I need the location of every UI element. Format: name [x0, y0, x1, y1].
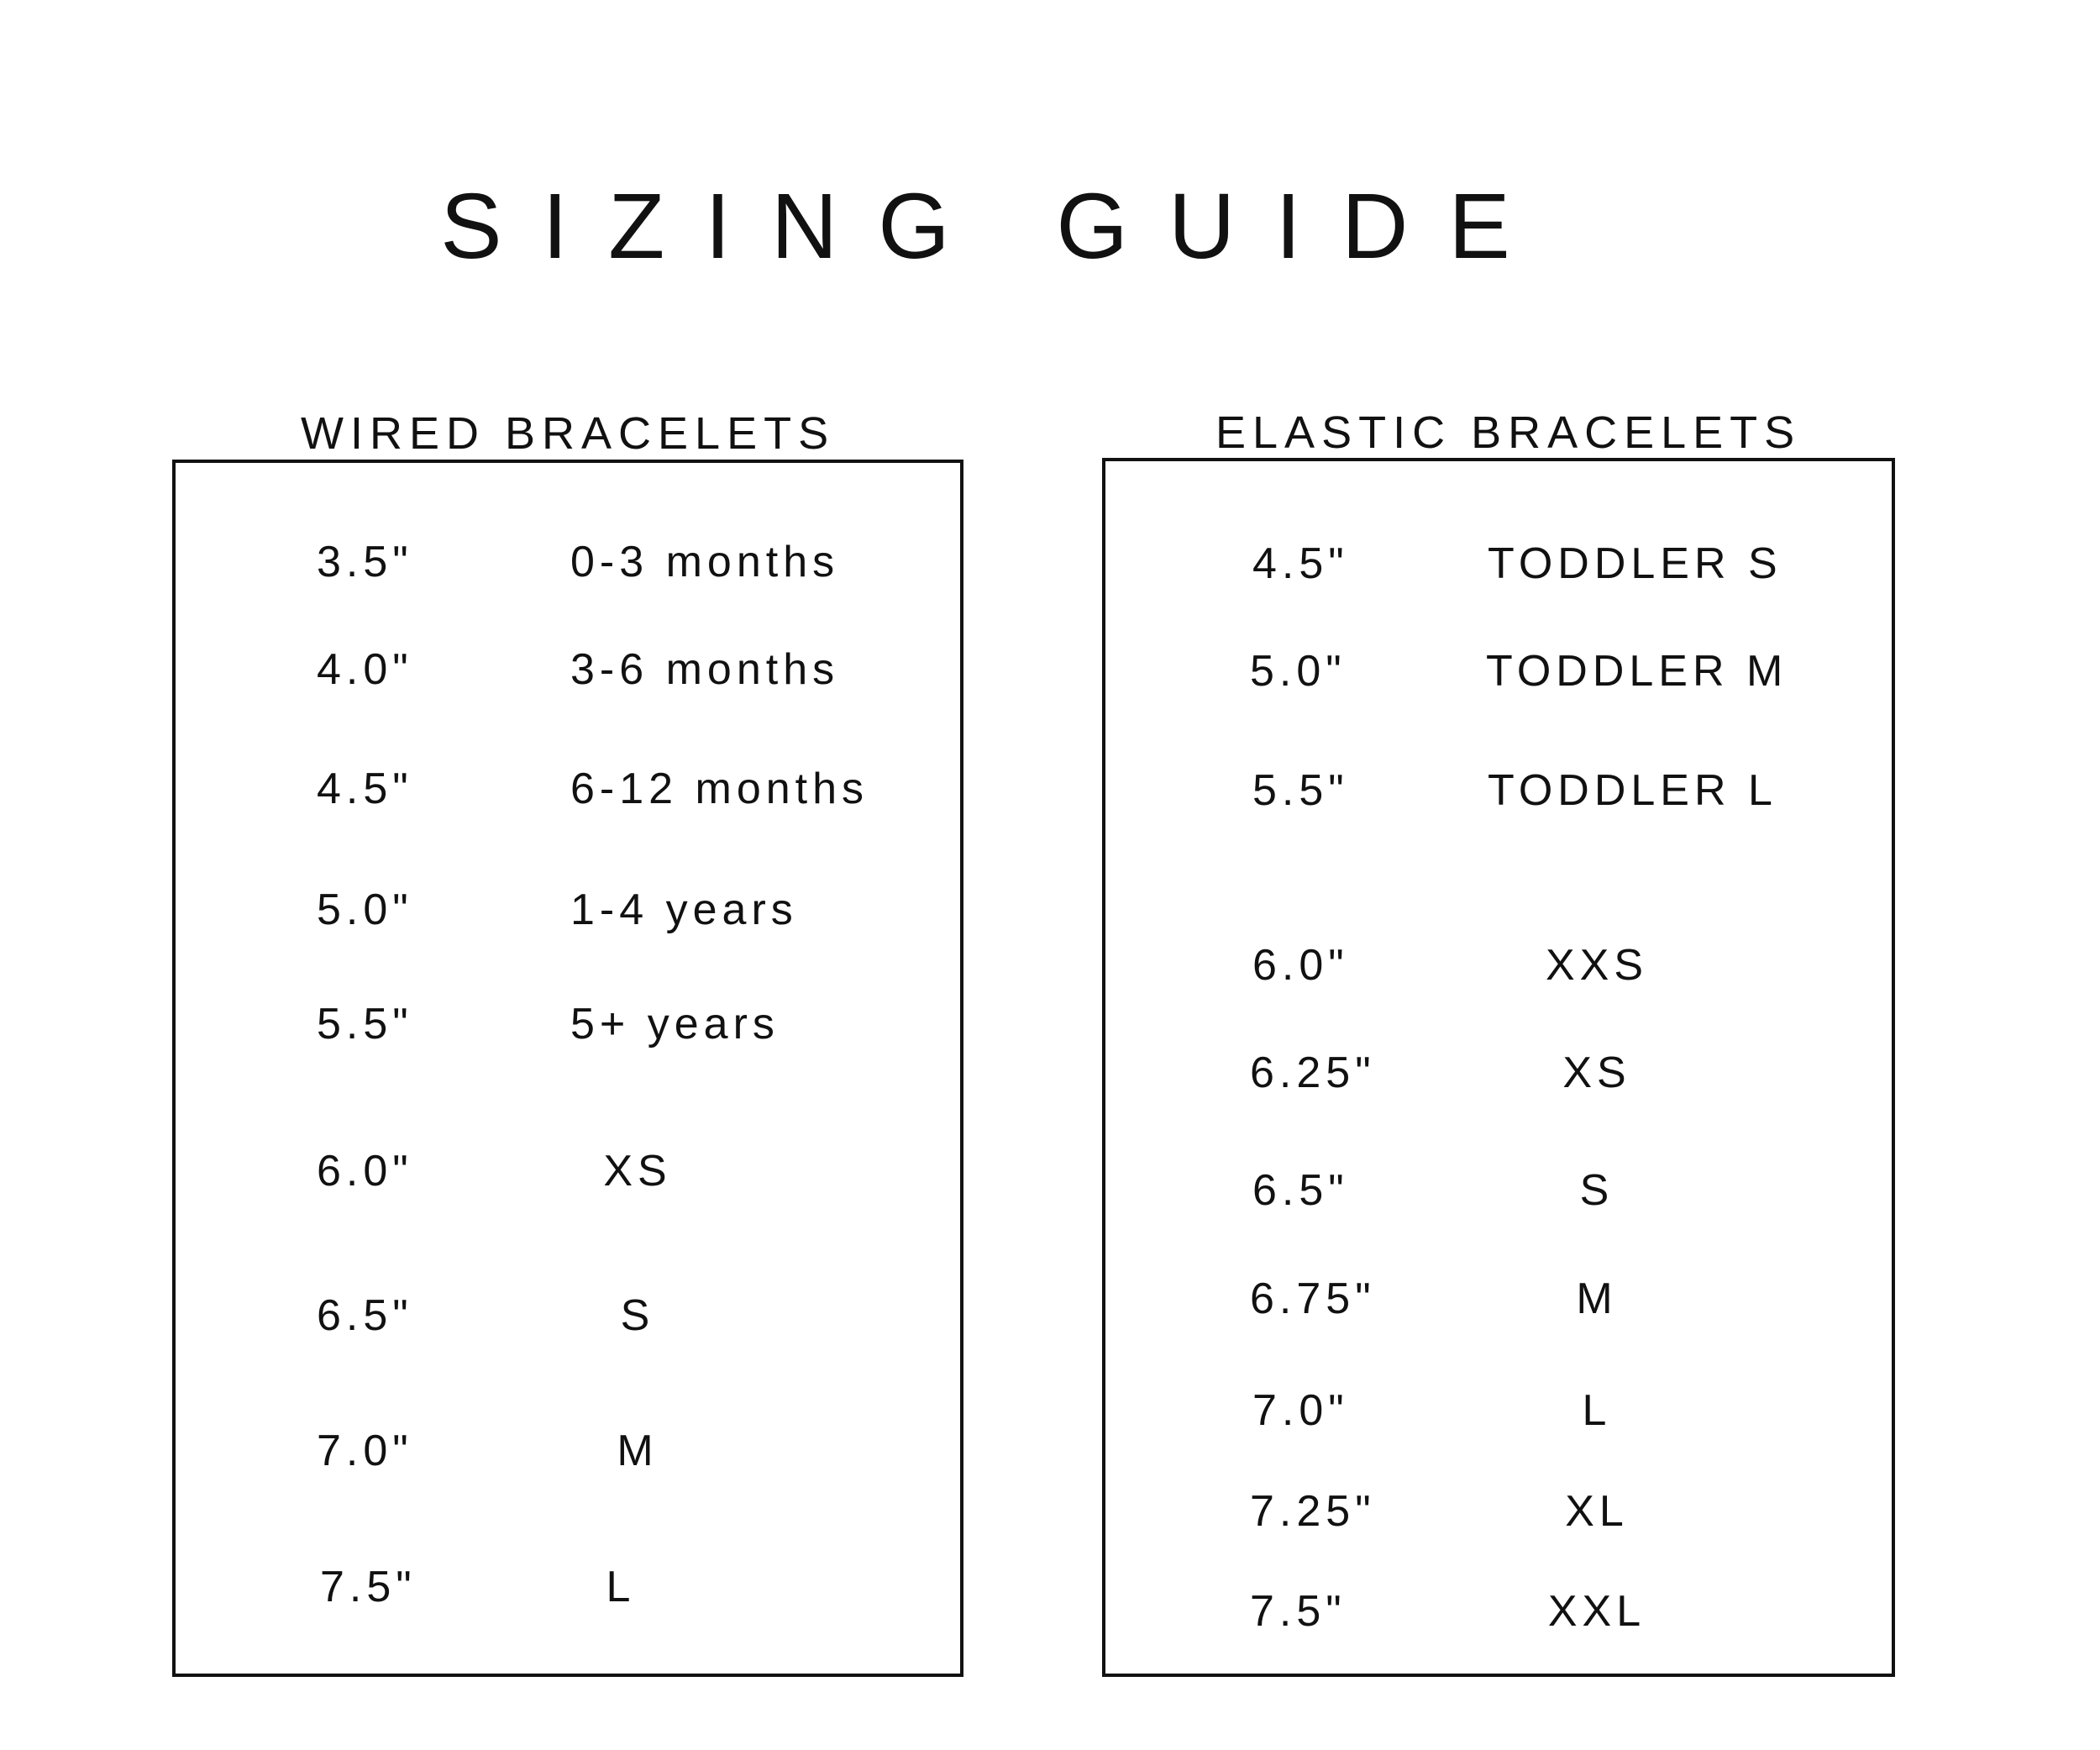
wired-label-cell: S — [620, 1291, 655, 1340]
elastic-label-cell: M — [1576, 1274, 1618, 1323]
wired-size-cell: 4.0" — [317, 645, 413, 694]
page-title: SIZING GUIDE — [440, 175, 1551, 278]
wired-label-cell: 6-12 months — [570, 765, 869, 813]
wired-bracelets-heading: WIRED BRACELETS — [301, 408, 836, 459]
wired-label-cell: L — [606, 1563, 636, 1611]
wired-label-cell: 5+ years — [570, 1000, 780, 1048]
elastic-bracelets-heading: ELASTIC BRACELETS — [1215, 407, 1802, 458]
elastic-label-cell: XS — [1562, 1048, 1631, 1097]
wired-label-cell: XS — [603, 1147, 672, 1196]
wired-label-cell: M — [617, 1427, 659, 1475]
elastic-label-cell: XXL — [1547, 1587, 1646, 1636]
wired-size-cell: 3.5" — [317, 538, 413, 586]
elastic-label-cell: S — [1579, 1166, 1614, 1215]
wired-bracelets-table — [172, 460, 963, 1677]
elastic-label-cell: XXS — [1545, 941, 1649, 990]
elastic-size-cell: 5.0" — [1250, 647, 1347, 696]
wired-size-cell: 4.5" — [317, 765, 413, 813]
wired-size-cell: 6.0" — [317, 1147, 413, 1196]
elastic-size-cell: 6.25" — [1250, 1048, 1376, 1097]
wired-label-cell: 3-6 months — [570, 645, 840, 694]
elastic-label-cell: XL — [1565, 1487, 1629, 1536]
wired-label-cell: 0-3 months — [570, 538, 840, 586]
elastic-size-cell: 7.0" — [1252, 1386, 1349, 1435]
elastic-size-cell: 5.5" — [1252, 766, 1349, 815]
wired-size-cell: 7.5" — [320, 1563, 417, 1611]
elastic-size-cell: 7.25" — [1250, 1487, 1376, 1536]
elastic-size-cell: 4.5" — [1252, 539, 1349, 588]
elastic-label-cell: TODDLER L — [1488, 766, 1777, 815]
elastic-label-cell: L — [1582, 1386, 1612, 1435]
wired-label-cell: 1-4 years — [570, 886, 798, 934]
wired-size-cell: 7.0" — [317, 1427, 413, 1475]
wired-size-cell: 6.5" — [317, 1291, 413, 1340]
wired-size-cell: 5.5" — [317, 1000, 413, 1048]
elastic-bracelets-table — [1102, 458, 1895, 1677]
elastic-label-cell: TODDLER S — [1488, 539, 1782, 588]
elastic-size-cell: 6.0" — [1252, 941, 1349, 990]
elastic-size-cell: 7.5" — [1250, 1587, 1347, 1636]
elastic-size-cell: 6.75" — [1250, 1274, 1376, 1323]
elastic-label-cell: TODDLER M — [1486, 647, 1788, 696]
wired-size-cell: 5.0" — [317, 886, 413, 934]
elastic-size-cell: 6.5" — [1252, 1166, 1349, 1215]
